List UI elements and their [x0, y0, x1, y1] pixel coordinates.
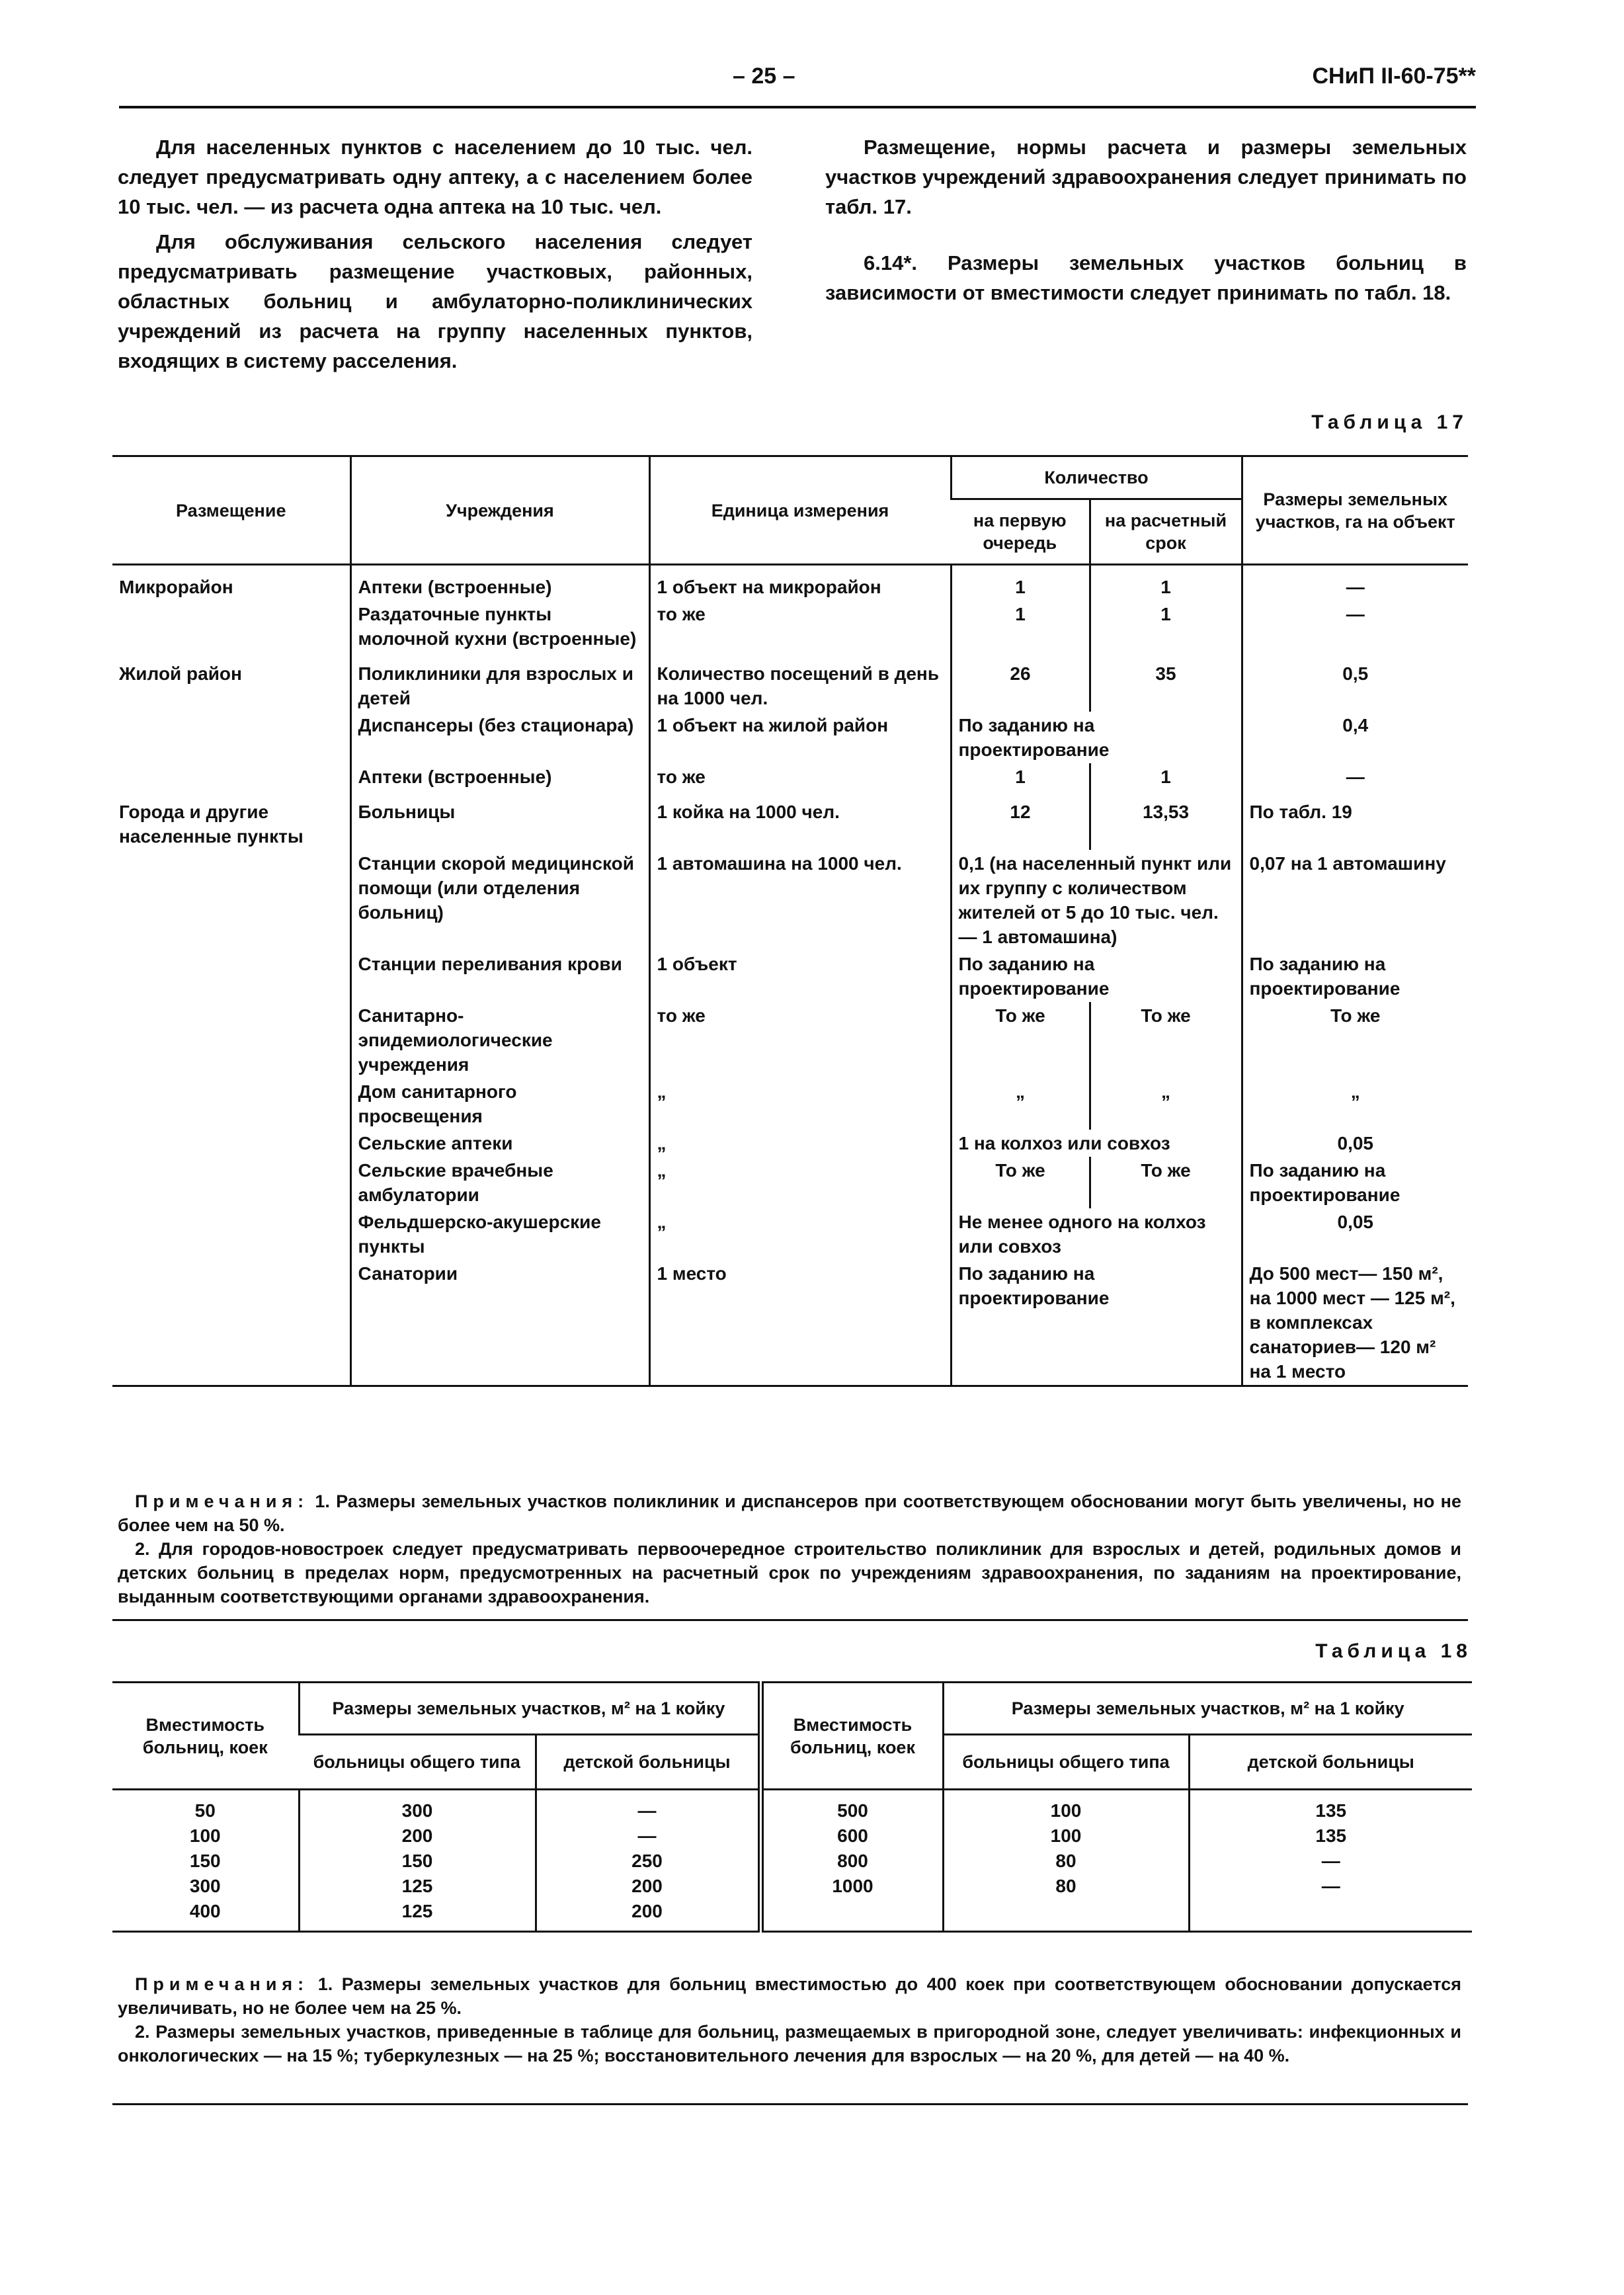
col-header-general-2: больницы общего типа	[943, 1735, 1189, 1790]
col-header-children: детской больницы	[536, 1735, 760, 1790]
table-row	[112, 1899, 1472, 1932]
table-row	[112, 712, 1468, 763]
table-row	[112, 1002, 1468, 1078]
table-cell: 100	[189, 1825, 221, 1846]
table-cell: Поликлиники для взрослых и детей	[350, 652, 649, 712]
col-header-children-2: детской больницы	[1189, 1735, 1472, 1790]
table-row	[112, 850, 1468, 950]
section-rule	[112, 1619, 1468, 1621]
table-cell: Аптеки (встроенные)	[350, 565, 649, 601]
table-cell: Санитарно-эпидемиологические учреждения	[350, 1002, 649, 1078]
table-cell: Санатории	[350, 1260, 649, 1386]
table-cell: 1	[1090, 601, 1242, 652]
table-cell: 100	[943, 1790, 1189, 1824]
table-cell: 1	[951, 565, 1090, 601]
table-cell: 1 объект	[649, 950, 951, 1002]
table-cell	[760, 1899, 943, 1932]
table18-notes	[118, 1972, 1461, 2067]
table-cell	[112, 712, 350, 763]
table-row	[112, 1260, 1468, 1386]
table-cell: 1 койка на 1000 чел.	[649, 790, 951, 850]
table-cell: 0,1 (на населенный пункт или их группу с количеством жителей от 5 до 10 тыс. чел. — 1 автомашина)	[951, 850, 1242, 950]
table-cell: 300	[299, 1790, 536, 1824]
table-cell	[112, 1078, 350, 1130]
table-row	[112, 652, 1468, 712]
note-2: 2. Для городов-новостроек следует предусматривать первоочередное строительство поликлиник для взрослых и детей, родильных домов и детских больниц в пределах норм, предусмотренных на расчетный срок по учреждениям здравоохранения, по заданиям на проектирование, выданным соответствующими органами здравоохранения.	[118, 1539, 1461, 1607]
table-cell: 150	[299, 1849, 536, 1874]
table-cell	[112, 850, 350, 950]
table-cell: то же	[649, 601, 951, 652]
table-cell: 200	[536, 1874, 760, 1899]
table17-notes	[118, 1489, 1461, 1608]
table-cell: Станции переливания крови	[350, 950, 649, 1002]
table-cell: 400	[189, 1901, 221, 1921]
table-cell: Сельские аптеки	[350, 1130, 649, 1157]
paragraph: 6.14*. Размеры земельных участков больниц в зависимости от вместимости следует принимать по табл. 18.	[825, 251, 1467, 304]
table-cell: „	[649, 1157, 951, 1208]
paragraph: Для обслуживания сельского населения следует предусматривать размещение участковых, районных, областных больниц и амбулаторно-поликлинических учреждений из расчета на группу населенных пунктов, входящих в систему расселения.	[118, 230, 752, 372]
table-cell: Жилой район	[119, 663, 242, 684]
table-cell: 80	[943, 1849, 1189, 1874]
table-cell: 0,05	[1242, 1130, 1468, 1157]
table-cell: 300	[189, 1876, 221, 1896]
table-row	[112, 601, 1468, 652]
table-row	[112, 1849, 1472, 1874]
table-cell: 1 на колхоз или совхоз	[951, 1130, 1242, 1157]
table-cell: „	[649, 1078, 951, 1130]
table-cell: Станции скорой медицинской помощи (или отделения больниц)	[350, 850, 649, 950]
table-cell: 26	[951, 652, 1090, 712]
table-cell: По заданию на проектирование	[951, 1260, 1242, 1386]
table-row	[112, 1157, 1468, 1208]
table-cell: Микрорайон	[119, 577, 233, 597]
table-cell: 0,5	[1242, 652, 1468, 712]
table-cell: 1	[951, 763, 1090, 790]
col-header-general: больницы общего типа	[313, 1752, 520, 1772]
table-cell: „	[1090, 1078, 1242, 1130]
table-cell: 80	[943, 1874, 1189, 1899]
table-cell: Не менее одного на колхоз или совхоз	[951, 1208, 1242, 1260]
table-cell	[112, 950, 350, 1002]
table-cell: 0,07 на 1 автомашину	[1242, 850, 1468, 950]
table-cell	[1189, 1899, 1472, 1932]
table-cell: Сельские врачебные амбулатории	[350, 1157, 649, 1208]
table-17-body	[112, 565, 1468, 1386]
col-header-capacity-2: Вместимость больниц, коек	[760, 1683, 943, 1790]
table-cell: 1	[951, 601, 1090, 652]
document-code: СНиП II-60-75**	[1312, 63, 1476, 89]
table-cell: —	[536, 1823, 760, 1849]
table-cell	[112, 1208, 350, 1260]
table-cell: То же	[951, 1002, 1090, 1078]
table-cell: 1	[1090, 763, 1242, 790]
table-row	[112, 1874, 1472, 1899]
col-header-land-size: Размеры земельных участков, га на объект	[1242, 456, 1468, 565]
right-column	[825, 132, 1467, 308]
table-cell: 12	[951, 790, 1090, 850]
table-cell	[112, 1157, 350, 1208]
table-cell: 500	[760, 1790, 943, 1824]
table-cell	[112, 763, 350, 790]
col-header-placement: Размещение	[176, 500, 286, 521]
table-cell: Города и другие населенные пункты	[119, 802, 304, 847]
note-1: 1. Размеры земельных участков для больниц вместимостью до 400 коек при соответствующем обосновании допускается увеличивать, но не более чем на 25 %.	[118, 1974, 1461, 2018]
table-cell: По заданию на проектирование	[1242, 950, 1468, 1002]
col-header-capacity: Вместимость больниц, коек	[142, 1714, 268, 1757]
table-cell: —	[536, 1790, 760, 1824]
table-row	[112, 565, 1468, 601]
table-cell: 800	[760, 1849, 943, 1874]
table-cell	[112, 1002, 350, 1078]
table-cell: —	[1242, 565, 1468, 601]
table-row	[112, 763, 1468, 790]
table-cell: 125	[299, 1899, 536, 1932]
table-cell: 0,4	[1242, 712, 1468, 763]
table-cell: То же	[951, 1157, 1090, 1208]
table-cell: 150	[189, 1851, 221, 1871]
table-cell	[112, 601, 350, 652]
table-row	[112, 1130, 1468, 1157]
table-cell: Больницы	[350, 790, 649, 850]
table-row	[112, 790, 1468, 850]
col-header-sizes: Размеры земельных участков, м² на 1 койку	[299, 1683, 760, 1735]
table-cell: 135	[1189, 1823, 1472, 1849]
table-18-body	[112, 1790, 1472, 1932]
table-18	[112, 1681, 1472, 1933]
left-column	[118, 132, 752, 376]
table-cell: 35	[1090, 652, 1242, 712]
col-header-first-stage: на первую очередь	[973, 511, 1067, 553]
notes-label: Примечания:	[135, 1491, 309, 1511]
col-header-unit: Единица измерения	[649, 456, 951, 565]
table-cell: 1 объект на микрорайон	[649, 565, 951, 601]
table-cell: то же	[649, 763, 951, 790]
table-cell: 600	[760, 1823, 943, 1849]
table-cell: 0,05	[1242, 1208, 1468, 1260]
note-2: 2. Размеры земельных участков, приведенные в таблице для больниц, размещаемых в пригородной зоне, следует увеличивать: инфекционных и онкологических — на 15 %; туберкулезных — на 25 %; восстановительного лечения для взрослых — на 20 %, для детей — на 40 %.	[118, 2022, 1461, 2066]
table-cell: 125	[299, 1874, 536, 1899]
table-cell: —	[1189, 1874, 1472, 1899]
table-cell: То же	[1242, 1002, 1468, 1078]
table-row	[112, 1823, 1472, 1849]
table-cell: Количество посещений в день на 1000 чел.	[649, 652, 951, 712]
table-row	[112, 1078, 1468, 1130]
table-cell: 1000	[760, 1874, 943, 1899]
table-cell: „	[649, 1130, 951, 1157]
table-cell: „	[649, 1208, 951, 1260]
header-rule	[119, 106, 1476, 108]
table-row	[112, 950, 1468, 1002]
table-cell: Аптеки (встроенные)	[350, 763, 649, 790]
bottom-rule	[112, 2103, 1468, 2105]
table-cell: 250	[536, 1849, 760, 1874]
table-cell: 135	[1189, 1790, 1472, 1824]
table-cell: 200	[536, 1899, 760, 1932]
table-cell: По заданию на проектирование	[951, 712, 1242, 763]
table-cell: Раздаточные пункты молочной кухни (встроенные)	[350, 601, 649, 652]
table17-caption: Таблица 17	[1311, 411, 1468, 433]
col-header-sizes-2: Размеры земельных участков, м² на 1 койку	[943, 1683, 1472, 1735]
table-cell: —	[1189, 1849, 1472, 1874]
paragraph: Размещение, нормы расчета и размеры земельных участков учреждений здравоохранения следует принимать по табл. 17.	[825, 136, 1467, 218]
table-cell: 1 объект на жилой район	[649, 712, 951, 763]
table-cell: 1 автомашина на 1000 чел.	[649, 850, 951, 950]
table-cell	[112, 1130, 350, 1157]
table-cell: 200	[299, 1823, 536, 1849]
table-cell: то же	[649, 1002, 951, 1078]
table-17	[112, 455, 1468, 1387]
table-row	[112, 1208, 1468, 1260]
table18-caption: Таблица 18	[1315, 1640, 1472, 1662]
page-number: – 25 –	[733, 63, 795, 89]
paragraph: Для населенных пунктов с населением до 10 тыс. чел. следует предусматривать одну аптеку, а с населением более 10 тыс. чел. — из расчета одна аптека на 10 тыс. чел.	[118, 136, 752, 218]
table-cell: Диспансеры (без стационара)	[350, 712, 649, 763]
table-cell: 50	[194, 1800, 216, 1821]
table-cell: „	[951, 1078, 1090, 1130]
table-cell: По заданию на проектирование	[1242, 1157, 1468, 1208]
table-cell: 13,53	[1090, 790, 1242, 850]
table-cell: „	[1242, 1078, 1468, 1130]
table-cell: По заданию на проектирование	[951, 950, 1242, 1002]
table-cell: —	[1242, 601, 1468, 652]
table-cell: То же	[1090, 1157, 1242, 1208]
note-1: 1. Размеры земельных участков поликлиник и диспансеров при соответствующем обосновании могут быть увеличены, но не более чем на 50 %.	[118, 1491, 1461, 1535]
table-cell: Дом санитарного просвещения	[350, 1078, 649, 1130]
col-header-calc-period: на расчетный срок	[1090, 499, 1242, 565]
table-cell: 100	[943, 1823, 1189, 1849]
table-cell: 1	[1090, 565, 1242, 601]
table-cell	[943, 1899, 1189, 1932]
table-cell: По табл. 19	[1242, 790, 1468, 850]
table-cell: —	[1242, 763, 1468, 790]
table-cell: Фельдшерско-акушерские пункты	[350, 1208, 649, 1260]
col-header-quantity: Количество	[951, 456, 1242, 499]
table-cell	[112, 1260, 350, 1386]
table-cell: То же	[1090, 1002, 1242, 1078]
table-cell: До 500 мест— 150 м², на 1000 мест — 125 м², в комплексах санаториев— 120 м² на 1 место	[1242, 1260, 1468, 1386]
table-row	[112, 1790, 1472, 1824]
table-cell: 1 место	[649, 1260, 951, 1386]
col-header-institutions: Учреждения	[350, 456, 649, 565]
notes-label: Примечания:	[135, 1974, 309, 1994]
